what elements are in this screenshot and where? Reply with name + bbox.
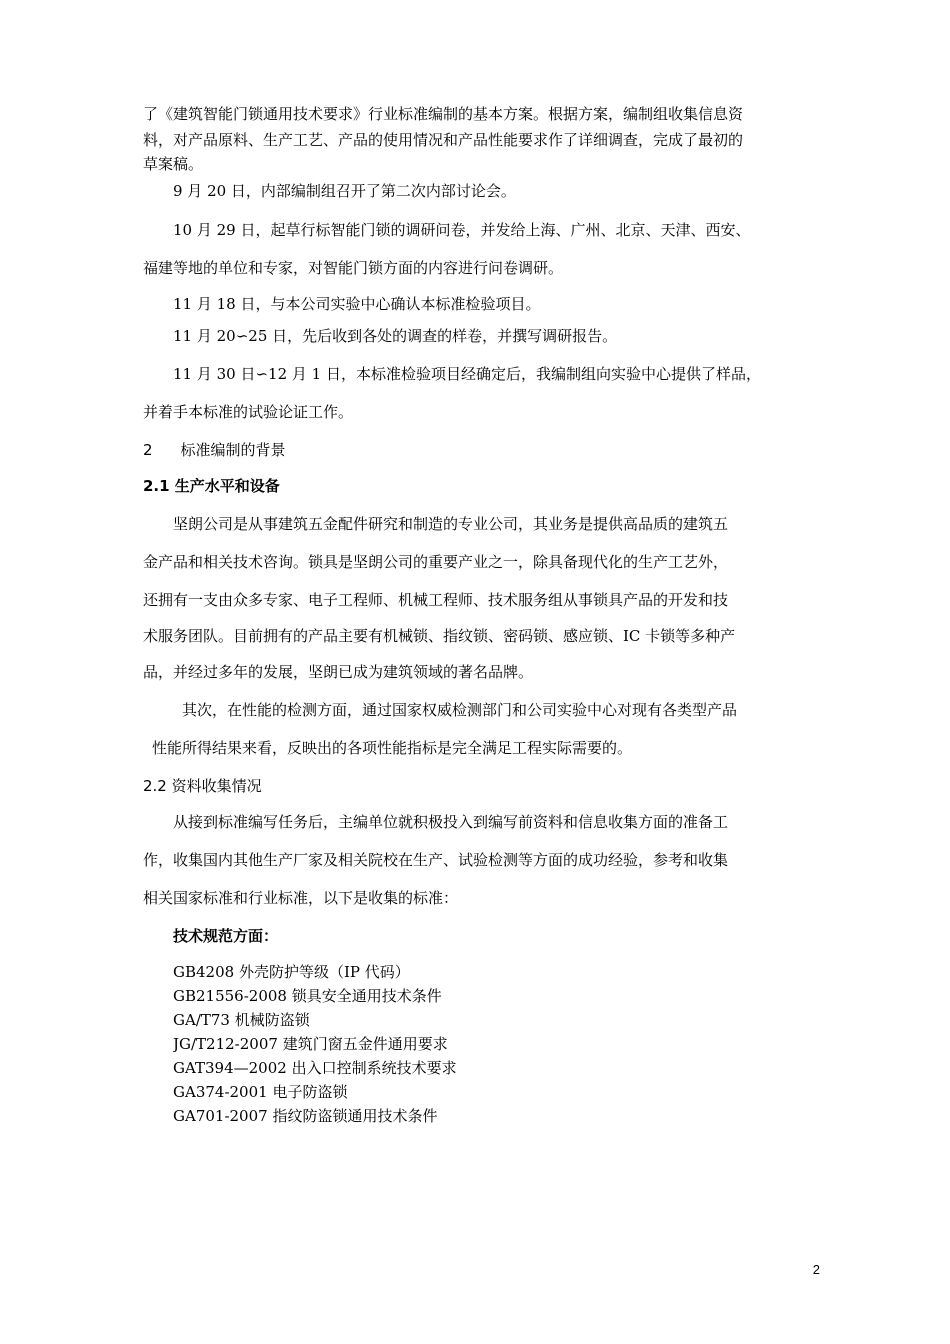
section-2-1-p1-line-1: 坚朗公司是从事建筑五金配件研究和制造的专业公司，其业务是提供高品质的建筑五 [173, 515, 729, 533]
section-2-1-p2-line-1: 其次，在性能的检测方面，通过国家权威检测部门和公司实验中心对现有各类型产品 [182, 701, 738, 719]
standard-item: GAT394—2002 出入口控制系统技术要求 [173, 1059, 457, 1077]
event-nov30-line-2: 并着手本标准的试验论证工作。 [143, 403, 354, 421]
standard-item: GB21556-2008 锁具安全通用技术条件 [173, 987, 442, 1005]
event-oct29-line-2: 福建等地的单位和专家，对智能门锁方面的内容进行问卷调研。 [143, 259, 564, 277]
page-number: 2 [812, 1262, 820, 1277]
section-2-2-p1-line-1: 从接到标准编写任务后，主编单位就积极投入到编写前资料和信息收集方面的准备工 [173, 813, 729, 831]
event-nov18: 11 月 18 日，与本公司实验中心确认本标准检验项目。 [173, 295, 541, 313]
event-oct29-line-1: 10 月 29 日，起草行标智能门锁的调研问卷，并发给上海、广州、北京、天津、西安、 [173, 221, 751, 239]
section-2-2-heading: 2.2 资料收集情况 [143, 777, 262, 795]
standard-item: GA374-2001 电子防盗锁 [173, 1083, 348, 1101]
section-2-1-p1-line-4: 术服务团队。目前拥有的产品主要有机械锁、指纹锁、密码锁、感应锁、IC 卡锁等多种产 [143, 627, 736, 645]
event-nov20: 11 月 20∽25 日，先后收到各处的调查的样卷，并撰写调研报告。 [173, 327, 618, 345]
standard-item: GB4208 外壳防护等级（IP 代码） [173, 963, 410, 981]
tech-spec-subheading: 技术规范方面： [173, 927, 279, 945]
standard-item: JG/T212-2007 建筑门窗五金件通用要求 [173, 1035, 448, 1053]
section-2-1-p1-line-3: 还拥有一支由众多专家、电子工程师、机械工程师、技术服务组从事锁具产品的开发和技 [143, 591, 729, 609]
section-2-heading [143, 440, 815, 460]
section-2-number: 2 [143, 441, 153, 459]
section-2-2-p1-line-2: 作，收集国内其他生产厂家及相关院校在生产、试验检测等方面的成功经验，参考和收集 [143, 851, 729, 869]
standard-item: GA/T73 机械防盗锁 [173, 1011, 310, 1029]
standard-item: GA701-2007 指纹防盗锁通用技术条件 [173, 1107, 438, 1125]
section-2-title: 标准编制的背景 [180, 441, 286, 459]
section-2-1-p1-line-2: 金产品和相关技术咨询。锁具是坚朗公司的重要产业之一，除具备现代化的生产工艺外， [143, 553, 729, 571]
intro-line-3: 草案稿。 [143, 155, 204, 173]
section-2-1-p2-line-2: 性能所得结果来看，反映出的各项性能指标是完全满足工程实际需要的。 [152, 739, 633, 757]
event-sep20: 9 月 20 日，内部编制组召开了第二次内部讨论会。 [173, 182, 516, 200]
section-2-1-p1-line-5: 品，并经过多年的发展，坚朗已成为建筑领域的著名品牌。 [143, 663, 534, 681]
event-nov30-line-1: 11 月 30 日∽12 月 1 日，本标准检验项目经确定后，我编制组向实验中心提供了样品， [173, 365, 761, 383]
intro-line-1: 了《建筑智能门锁通用技术要求》行业标准编制的基本方案。根据方案，编制组收集信息资 [143, 105, 744, 123]
intro-line-2: 料，对产品原料、生产工艺、产品的使用情况和产品性能要求作了详细调查，完成了最初的 [143, 131, 744, 149]
section-2-2-p1-line-3: 相关国家标准和行业标准，以下是收集的标准： [143, 889, 459, 907]
section-2-1-heading: 2.1 生产水平和设备 [143, 477, 280, 495]
